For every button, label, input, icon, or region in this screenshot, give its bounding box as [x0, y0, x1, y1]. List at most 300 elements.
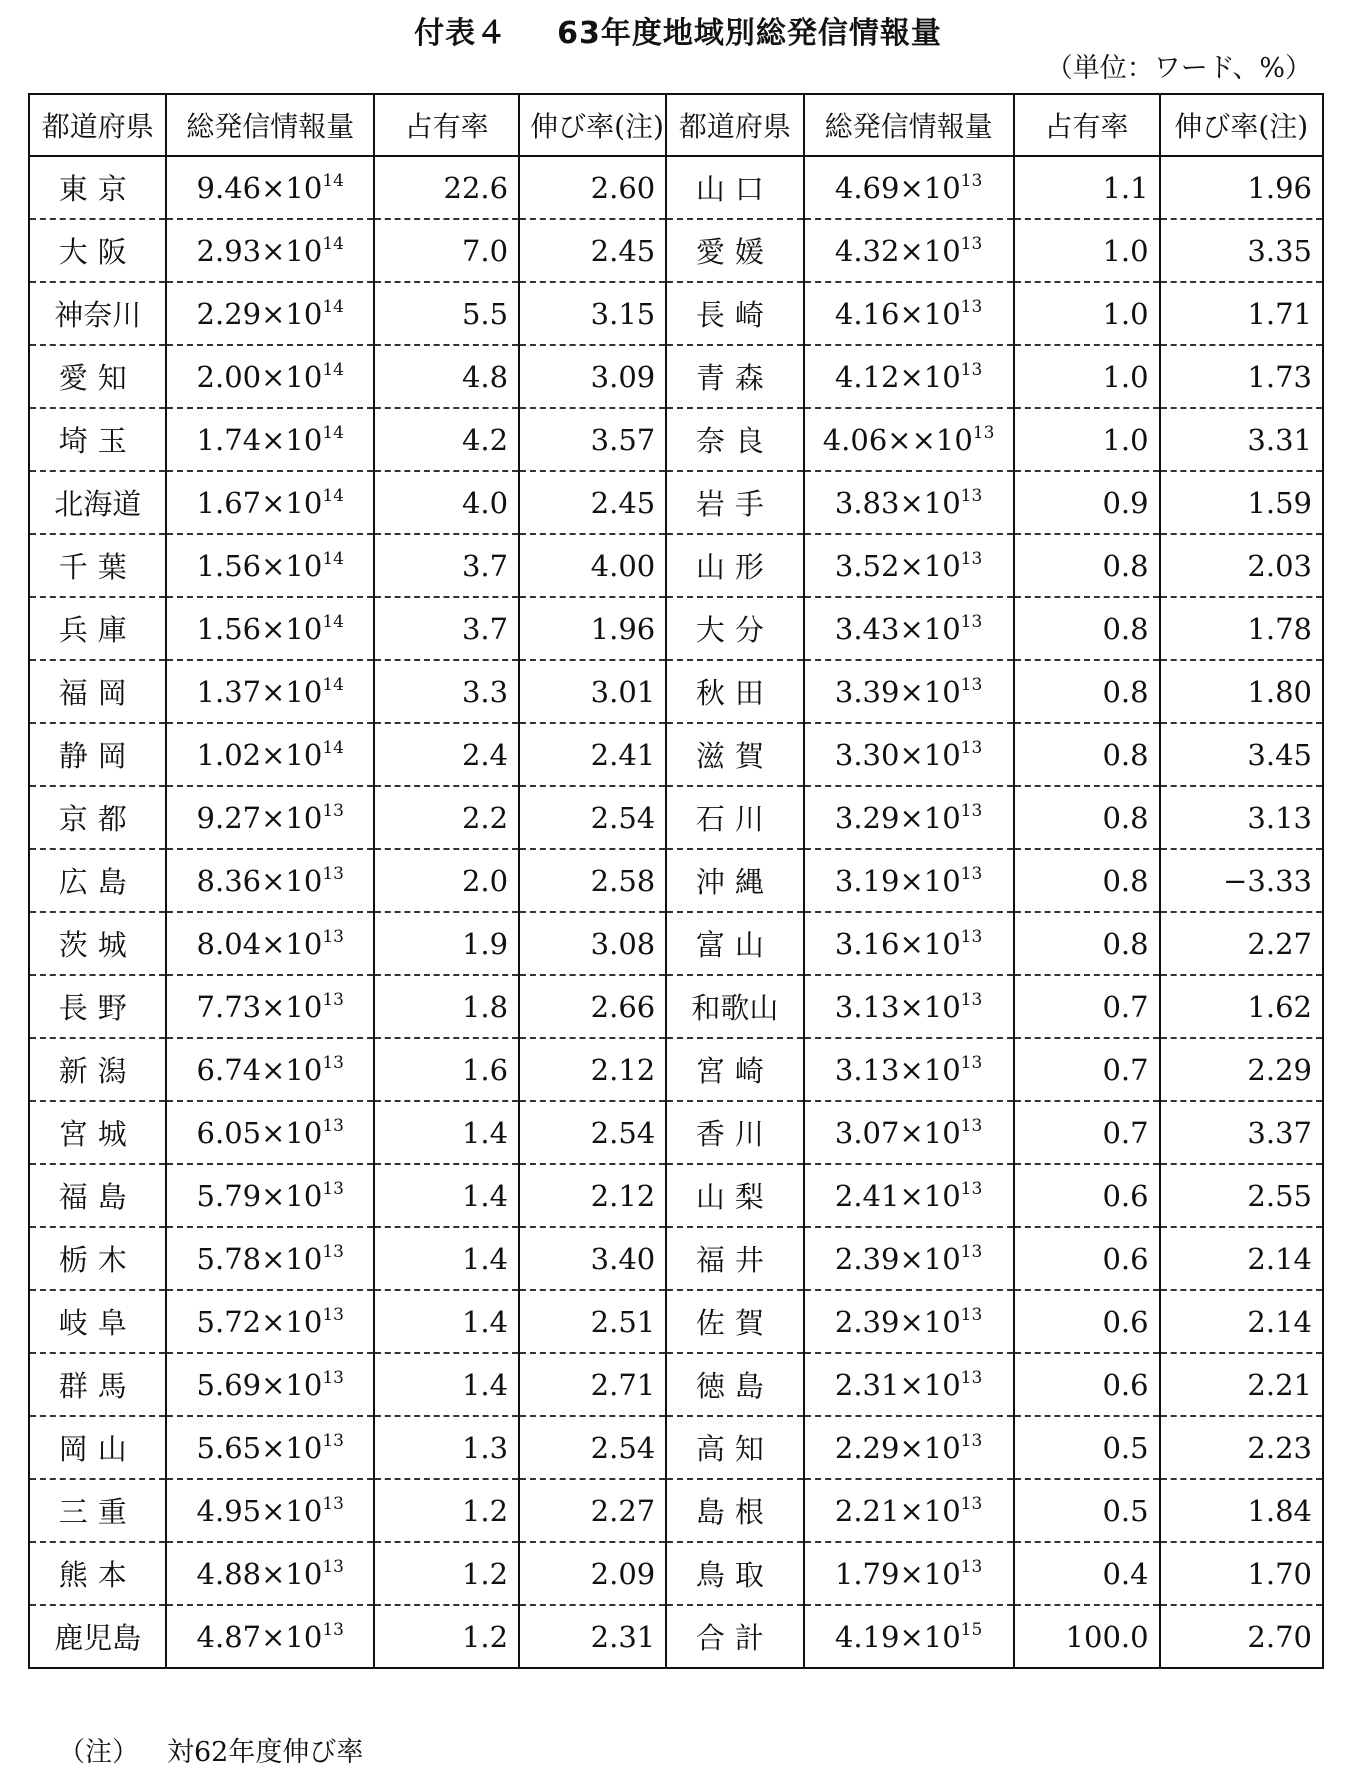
growth-cell: 1.73: [1160, 345, 1323, 408]
growth-cell: −3.33: [1160, 849, 1323, 912]
total-cell: [804, 345, 1014, 408]
growth-cell: 4.00: [519, 534, 666, 597]
total-exponent: 13: [960, 485, 983, 506]
total-mantissa: 8.36×10: [196, 863, 323, 898]
growth-cell: 3.01: [519, 660, 666, 723]
growth-cell: 1.70: [1160, 1542, 1323, 1605]
prefecture-cell: 徳島: [666, 1353, 803, 1416]
total-cell: [804, 408, 1014, 471]
total-mantissa: 5.78×10: [196, 1241, 323, 1276]
total-exponent: 13: [960, 1556, 983, 1577]
total-mantissa: 3.19×10: [834, 863, 961, 898]
growth-cell: 2.14: [1160, 1227, 1323, 1290]
prefecture-cell: 岐阜: [29, 1290, 166, 1353]
total-mantissa: 5.79×10: [196, 1178, 323, 1213]
total-cell: [166, 1038, 374, 1101]
total-mantissa: 9.46×10: [196, 170, 323, 205]
growth-cell: 2.12: [519, 1164, 666, 1227]
growth-cell: 1.78: [1160, 597, 1323, 660]
prefecture-cell: 山形: [666, 534, 803, 597]
total-mantissa: 3.83×10: [834, 485, 961, 520]
share-cell: 1.4: [374, 1164, 519, 1227]
growth-cell: 2.27: [1160, 912, 1323, 975]
growth-cell: 2.58: [519, 849, 666, 912]
total-cell: [804, 660, 1014, 723]
total-cell: [166, 1290, 374, 1353]
total-exponent: 13: [322, 1241, 344, 1262]
growth-cell: 1.80: [1160, 660, 1323, 723]
prefecture-cell: 新潟: [29, 1038, 166, 1101]
total-exponent: 13: [960, 611, 983, 632]
table-row: [29, 597, 1323, 660]
prefecture-cell: 北海道: [29, 471, 166, 534]
share-cell: 0.8: [1014, 723, 1160, 786]
total-mantissa: 4.32×10: [834, 233, 961, 268]
total-exponent: 13: [322, 1493, 344, 1514]
total-cell: [166, 408, 374, 471]
total-cell: [166, 660, 374, 723]
share-cell: 0.7: [1014, 975, 1160, 1038]
growth-cell: 3.13: [1160, 786, 1323, 849]
total-cell: [804, 282, 1014, 345]
total-exponent: 13: [960, 926, 983, 947]
total-mantissa: 3.43×10: [834, 611, 961, 646]
total-cell: [804, 849, 1014, 912]
share-cell: 0.8: [1014, 849, 1160, 912]
prefecture-cell: 合計: [666, 1605, 803, 1668]
share-cell: 3.7: [374, 597, 519, 660]
prefecture-cell: 三重: [29, 1479, 166, 1542]
total-mantissa: 2.00×10: [196, 359, 323, 394]
share-cell: 1.4: [374, 1227, 519, 1290]
total-exponent: 13: [322, 1556, 344, 1577]
total-exponent: 13: [322, 1367, 344, 1388]
table-row: [29, 1353, 1323, 1416]
total-exponent: 13: [960, 1052, 983, 1073]
share-cell: 4.2: [374, 408, 519, 471]
prefecture-cell: 香川: [666, 1101, 803, 1164]
prefecture-cell: 京都: [29, 786, 166, 849]
col-header-growth: 伸び率(注): [1160, 94, 1323, 156]
total-mantissa: 1.37×10: [196, 674, 323, 709]
table-row: [29, 660, 1323, 723]
table-row: [29, 471, 1323, 534]
total-cell: [166, 1353, 374, 1416]
total-cell: [166, 849, 374, 912]
table-row: [29, 1605, 1323, 1668]
table-row: [29, 408, 1323, 471]
total-exponent: 14: [322, 233, 344, 254]
prefecture-cell: 愛知: [29, 345, 166, 408]
prefecture-cell: 石川: [666, 786, 803, 849]
growth-cell: 2.60: [519, 156, 666, 219]
total-mantissa: 2.41×10: [834, 1178, 961, 1213]
total-mantissa: 2.21×10: [834, 1493, 961, 1528]
total-cell: [804, 1416, 1014, 1479]
total-mantissa: 1.67×10: [196, 485, 323, 520]
share-cell: 0.8: [1014, 534, 1160, 597]
total-exponent: 13: [960, 1115, 983, 1136]
total-cell: [804, 1164, 1014, 1227]
prefecture-cell: 山口: [666, 156, 803, 219]
footnote-label: （注）: [58, 1737, 139, 1768]
total-exponent: 13: [960, 170, 983, 191]
total-mantissa: 2.31×10: [834, 1367, 961, 1402]
total-exponent: 14: [322, 548, 344, 569]
growth-cell: 3.45: [1160, 723, 1323, 786]
share-cell: 0.4: [1014, 1542, 1160, 1605]
total-cell: [804, 1353, 1014, 1416]
total-mantissa: 6.05×10: [196, 1115, 323, 1150]
growth-cell: 2.71: [519, 1353, 666, 1416]
growth-cell: 3.40: [519, 1227, 666, 1290]
prefecture-cell: 茨城: [29, 912, 166, 975]
total-cell: [166, 1227, 374, 1290]
total-exponent: 14: [322, 170, 344, 191]
table-row: [29, 156, 1323, 219]
total-cell: [166, 345, 374, 408]
header-row: [29, 94, 1323, 156]
growth-cell: 2.54: [519, 1101, 666, 1164]
growth-cell: 3.37: [1160, 1101, 1323, 1164]
total-mantissa: 2.29×10: [834, 1430, 961, 1465]
col-header-total: 総発信情報量: [166, 94, 374, 156]
col-header-share: 占有率: [1014, 94, 1160, 156]
total-cell: [804, 1605, 1014, 1668]
total-mantissa: 8.04×10: [196, 926, 323, 961]
total-cell: [166, 219, 374, 282]
total-mantissa: 9.27×10: [196, 800, 323, 835]
data-table: [28, 93, 1324, 1669]
total-cell: [804, 1290, 1014, 1353]
growth-cell: 3.09: [519, 345, 666, 408]
total-mantissa: 1.56×10: [196, 611, 323, 646]
total-exponent: 13: [960, 233, 983, 254]
total-cell: [804, 156, 1014, 219]
share-cell: 1.6: [374, 1038, 519, 1101]
total-exponent: 14: [322, 737, 344, 758]
total-exponent: 13: [960, 674, 983, 695]
total-mantissa: 4.87×10: [196, 1619, 323, 1654]
total-mantissa: 3.16×10: [834, 926, 961, 961]
total-exponent: 13: [322, 1304, 344, 1325]
total-mantissa: 4.12×10: [834, 359, 961, 394]
total-mantissa: 2.39×10: [834, 1241, 961, 1276]
table-row: [29, 723, 1323, 786]
total-mantissa: 2.39×10: [834, 1304, 961, 1339]
total-mantissa: 1.79×10: [834, 1556, 961, 1591]
table-row: [29, 1290, 1323, 1353]
growth-cell: 3.15: [519, 282, 666, 345]
total-cell: [166, 786, 374, 849]
growth-cell: 2.12: [519, 1038, 666, 1101]
share-cell: 0.8: [1014, 660, 1160, 723]
share-cell: 1.4: [374, 1290, 519, 1353]
total-mantissa: 1.56×10: [196, 548, 323, 583]
total-cell: [804, 534, 1014, 597]
share-cell: 0.8: [1014, 912, 1160, 975]
total-exponent: 13: [960, 1178, 983, 1199]
total-cell: [804, 1542, 1014, 1605]
total-exponent: 13: [322, 926, 344, 947]
share-cell: 0.6: [1014, 1164, 1160, 1227]
prefecture-cell: 東京: [29, 156, 166, 219]
table-row: [29, 1479, 1323, 1542]
total-mantissa: 5.65×10: [196, 1430, 323, 1465]
share-cell: 1.9: [374, 912, 519, 975]
total-mantissa: 3.29×10: [834, 800, 961, 835]
growth-cell: 2.55: [1160, 1164, 1323, 1227]
total-exponent: 13: [960, 1367, 983, 1388]
growth-cell: 2.54: [519, 1416, 666, 1479]
prefecture-cell: 沖縄: [666, 849, 803, 912]
share-cell: 2.2: [374, 786, 519, 849]
total-cell: [804, 786, 1014, 849]
share-cell: 22.6: [374, 156, 519, 219]
total-cell: [166, 723, 374, 786]
growth-cell: 2.45: [519, 219, 666, 282]
prefecture-cell: 秋田: [666, 660, 803, 723]
total-mantissa: 1.74×10: [196, 422, 323, 457]
total-exponent: 13: [322, 800, 344, 821]
share-cell: 1.2: [374, 1542, 519, 1605]
total-cell: [804, 975, 1014, 1038]
prefecture-cell: 埼玉: [29, 408, 166, 471]
total-exponent: 13: [322, 989, 344, 1010]
total-cell: [804, 1101, 1014, 1164]
total-cell: [804, 1479, 1014, 1542]
growth-cell: 2.54: [519, 786, 666, 849]
growth-cell: 3.57: [519, 408, 666, 471]
total-cell: [166, 1479, 374, 1542]
total-exponent: 14: [322, 422, 344, 443]
total-mantissa: 4.19×10: [834, 1619, 961, 1654]
growth-cell: 1.84: [1160, 1479, 1323, 1542]
table-body: [29, 156, 1323, 1668]
table-row: [29, 534, 1323, 597]
total-cell: [804, 219, 1014, 282]
total-exponent: 13: [322, 1619, 344, 1640]
total-cell: [166, 975, 374, 1038]
total-exponent: 13: [960, 1493, 983, 1514]
total-exponent: 13: [960, 1304, 983, 1325]
total-cell: [166, 597, 374, 660]
total-exponent: 13: [960, 989, 983, 1010]
prefecture-cell: 岡山: [29, 1416, 166, 1479]
total-cell: [166, 1101, 374, 1164]
share-cell: 2.4: [374, 723, 519, 786]
growth-cell: 3.31: [1160, 408, 1323, 471]
growth-cell: 2.70: [1160, 1605, 1323, 1668]
prefecture-cell: 栃木: [29, 1227, 166, 1290]
total-mantissa: 3.07×10: [834, 1115, 961, 1150]
prefecture-cell: 青森: [666, 345, 803, 408]
growth-cell: 2.51: [519, 1290, 666, 1353]
unit-label: （単位：ワード、%）: [1045, 53, 1312, 84]
col-header-share: 占有率: [374, 94, 519, 156]
share-cell: 1.8: [374, 975, 519, 1038]
share-cell: 1.0: [1014, 345, 1160, 408]
share-cell: 0.5: [1014, 1479, 1160, 1542]
growth-cell: 2.41: [519, 723, 666, 786]
total-exponent: 14: [322, 359, 344, 380]
prefecture-cell: 島根: [666, 1479, 803, 1542]
total-exponent: 13: [960, 863, 983, 884]
share-cell: 4.0: [374, 471, 519, 534]
footnote-text: 対62年度伸び率: [167, 1737, 364, 1768]
share-cell: 1.3: [374, 1416, 519, 1479]
share-cell: 0.6: [1014, 1227, 1160, 1290]
total-exponent: 14: [322, 611, 344, 632]
growth-cell: 2.45: [519, 471, 666, 534]
total-mantissa: 3.52×10: [834, 548, 961, 583]
growth-cell: 2.09: [519, 1542, 666, 1605]
table-number: 付表４: [414, 16, 508, 51]
prefecture-cell: 福井: [666, 1227, 803, 1290]
prefecture-cell: 宮城: [29, 1101, 166, 1164]
total-exponent: 15: [960, 1619, 983, 1640]
total-mantissa: 4.06××10: [822, 422, 973, 457]
table-row: [29, 282, 1323, 345]
growth-cell: 3.08: [519, 912, 666, 975]
share-cell: 4.8: [374, 345, 519, 408]
total-cell: [804, 1038, 1014, 1101]
growth-cell: 2.29: [1160, 1038, 1323, 1101]
total-exponent: 13: [960, 1430, 983, 1451]
prefecture-cell: 神奈川: [29, 282, 166, 345]
footnote: [58, 1730, 363, 1769]
prefecture-cell: 奈良: [666, 408, 803, 471]
prefecture-cell: 群馬: [29, 1353, 166, 1416]
total-mantissa: 6.74×10: [196, 1052, 323, 1087]
share-cell: 1.4: [374, 1353, 519, 1416]
table-row: [29, 1542, 1323, 1605]
prefecture-cell: 静岡: [29, 723, 166, 786]
total-exponent: 13: [322, 1178, 344, 1199]
growth-cell: 2.03: [1160, 534, 1323, 597]
prefecture-cell: 大分: [666, 597, 803, 660]
growth-cell: 2.27: [519, 1479, 666, 1542]
prefecture-cell: 長野: [29, 975, 166, 1038]
total-exponent: 13: [322, 863, 344, 884]
total-cell: [166, 282, 374, 345]
prefecture-cell: 岩手: [666, 471, 803, 534]
col-header-growth: 伸び率(注): [519, 94, 666, 156]
growth-cell: 1.71: [1160, 282, 1323, 345]
share-cell: 0.8: [1014, 786, 1160, 849]
growth-cell: 2.14: [1160, 1290, 1323, 1353]
total-exponent: 13: [960, 548, 983, 569]
share-cell: 3.3: [374, 660, 519, 723]
col-header-total: 総発信情報量: [804, 94, 1014, 156]
total-cell: [166, 1542, 374, 1605]
share-cell: 1.0: [1014, 408, 1160, 471]
total-mantissa: 3.13×10: [834, 989, 961, 1024]
prefecture-cell: 兵庫: [29, 597, 166, 660]
total-exponent: 13: [322, 1115, 344, 1136]
share-cell: 0.7: [1014, 1101, 1160, 1164]
total-mantissa: 2.93×10: [196, 233, 323, 268]
share-cell: 0.5: [1014, 1416, 1160, 1479]
prefecture-cell: 愛媛: [666, 219, 803, 282]
growth-cell: 2.23: [1160, 1416, 1323, 1479]
table-row: [29, 1164, 1323, 1227]
total-exponent: 14: [322, 296, 344, 317]
total-exponent: 14: [322, 674, 344, 695]
share-cell: 5.5: [374, 282, 519, 345]
total-mantissa: 3.13×10: [834, 1052, 961, 1087]
total-exponent: 13: [960, 1241, 983, 1262]
share-cell: 0.9: [1014, 471, 1160, 534]
table-row: [29, 975, 1323, 1038]
growth-cell: 1.62: [1160, 975, 1323, 1038]
growth-cell: 1.59: [1160, 471, 1323, 534]
total-cell: [166, 1164, 374, 1227]
share-cell: 1.1: [1014, 156, 1160, 219]
table-row: [29, 1416, 1323, 1479]
share-cell: 0.8: [1014, 597, 1160, 660]
prefecture-cell: 滋賀: [666, 723, 803, 786]
total-cell: [166, 912, 374, 975]
col-header-prefecture: 都道府県: [666, 94, 803, 156]
growth-cell: 1.96: [519, 597, 666, 660]
total-cell: [166, 1605, 374, 1668]
total-mantissa: 3.30×10: [834, 737, 961, 772]
prefecture-cell: 福岡: [29, 660, 166, 723]
total-cell: [804, 723, 1014, 786]
prefecture-cell: 富山: [666, 912, 803, 975]
col-header-prefecture: 都道府県: [29, 94, 166, 156]
table-row: [29, 912, 1323, 975]
table-row: [29, 1227, 1323, 1290]
prefecture-cell: 宮崎: [666, 1038, 803, 1101]
total-cell: [804, 912, 1014, 975]
table-row: [29, 849, 1323, 912]
share-cell: 0.7: [1014, 1038, 1160, 1101]
total-mantissa: 1.02×10: [196, 737, 323, 772]
share-cell: 1.0: [1014, 219, 1160, 282]
table-row: [29, 219, 1323, 282]
share-cell: 1.0: [1014, 282, 1160, 345]
total-exponent: 13: [960, 296, 983, 317]
share-cell: 7.0: [374, 219, 519, 282]
prefecture-cell: 千葉: [29, 534, 166, 597]
total-cell: [166, 1416, 374, 1479]
prefecture-cell: 高知: [666, 1416, 803, 1479]
prefecture-cell: 長崎: [666, 282, 803, 345]
table-row: [29, 1038, 1323, 1101]
share-cell: 2.0: [374, 849, 519, 912]
growth-cell: 2.31: [519, 1605, 666, 1668]
total-exponent: 13: [972, 422, 995, 443]
total-exponent: 13: [960, 800, 983, 821]
share-cell: 0.6: [1014, 1290, 1160, 1353]
total-mantissa: 7.73×10: [196, 989, 323, 1024]
total-cell: [166, 534, 374, 597]
total-mantissa: 4.16×10: [834, 296, 961, 331]
table-title: 63年度地域別総発信情報量: [557, 16, 942, 51]
total-mantissa: 2.29×10: [196, 296, 323, 331]
total-mantissa: 5.72×10: [196, 1304, 323, 1339]
total-cell: [166, 156, 374, 219]
share-cell: 1.2: [374, 1605, 519, 1668]
total-cell: [804, 471, 1014, 534]
total-cell: [804, 597, 1014, 660]
total-exponent: 13: [960, 359, 983, 380]
prefecture-cell: 佐賀: [666, 1290, 803, 1353]
table-row: [29, 1101, 1323, 1164]
growth-cell: 3.35: [1160, 219, 1323, 282]
